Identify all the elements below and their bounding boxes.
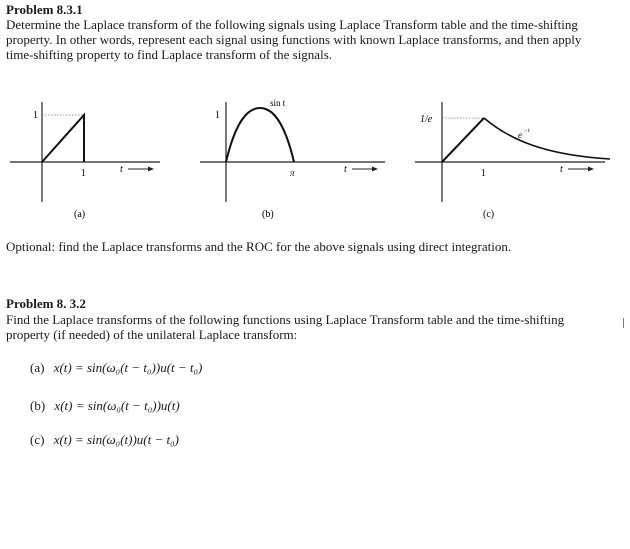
figure-c-axis-arrowhead: [588, 167, 594, 172]
figure-a-x-tick: 1: [81, 168, 86, 179]
figure-a-caption: (a): [74, 209, 86, 220]
problem-1-statement-line-1: Determine the Laplace transform of the following signals using Laplace Transform table and the time-shifting: [6, 17, 578, 32]
figure-b-axis-label: t: [344, 164, 347, 175]
figure-c-y-tick: 1/e: [420, 114, 433, 125]
problem-1-title: Problem 8.3.1: [6, 2, 83, 17]
item-b-expression: x(t) = sin(ω₀(t − t₀))u(t): [54, 398, 180, 413]
figure-c-curve-label-exponent: −t: [524, 128, 530, 134]
figure-b-curve-label: sin t: [270, 98, 286, 108]
figure-b-y-tick: 1: [215, 110, 220, 121]
problem-1-statement-line-2: property. In other words, represent each signal using functions with known Laplace transforms, and then apply: [6, 32, 582, 47]
item-a-expression: x(t) = sin(ω₀(t − t₀))u(t − t₀): [53, 360, 203, 375]
figure-c-caption: (c): [483, 209, 495, 220]
problem-1-statement-line-3: time-shifting property to find Laplace transform of the signals.: [6, 47, 332, 62]
figure-c-x-tick: 1: [481, 168, 486, 179]
figure-a-y-tick: 1: [33, 110, 38, 121]
optional-note: Optional: find the Laplace transforms and the ROC for the above signals using direct integration.: [6, 239, 512, 254]
figure-c: [415, 102, 610, 220]
figure-b-x-tick: π: [290, 168, 295, 178]
figure-a-signal: [42, 115, 84, 162]
problem-2-title: Problem 8. 3.2: [6, 296, 86, 311]
figure-c-curve-label: e: [518, 130, 522, 140]
figure-c-decay-curve: [484, 118, 610, 159]
figure-b-caption: (b): [262, 209, 274, 220]
item-c-label: (c): [30, 432, 45, 447]
item-c-expression: x(t) = sin(ω₀(t))u(t − t₀): [53, 432, 179, 447]
problem-2-statement-line-1: Find the Laplace transforms of the following functions using Laplace Transform table and the time-shifting: [6, 312, 565, 327]
figure-c-axis-label: t: [560, 164, 563, 175]
figure-c-ramp: [442, 118, 484, 162]
figure-a-axis-label: t: [120, 164, 123, 175]
item-a-label: (a): [30, 360, 45, 375]
figure-a-axis-arrowhead: [148, 167, 154, 172]
item-b-label: (b): [30, 398, 46, 413]
figure-b: [200, 98, 385, 220]
item-c: [30, 432, 179, 448]
figure-b-axis-arrowhead: [372, 167, 378, 172]
item-a: [30, 360, 202, 376]
figure-a: [10, 102, 160, 220]
margin-mark: [623, 318, 624, 328]
figure-b-sine-arc: [226, 108, 294, 162]
item-b: [30, 398, 180, 414]
signal-figures: [0, 80, 630, 230]
problem-2-statement-line-2: property (if needed) of the unilateral Laplace transform:: [6, 327, 298, 342]
